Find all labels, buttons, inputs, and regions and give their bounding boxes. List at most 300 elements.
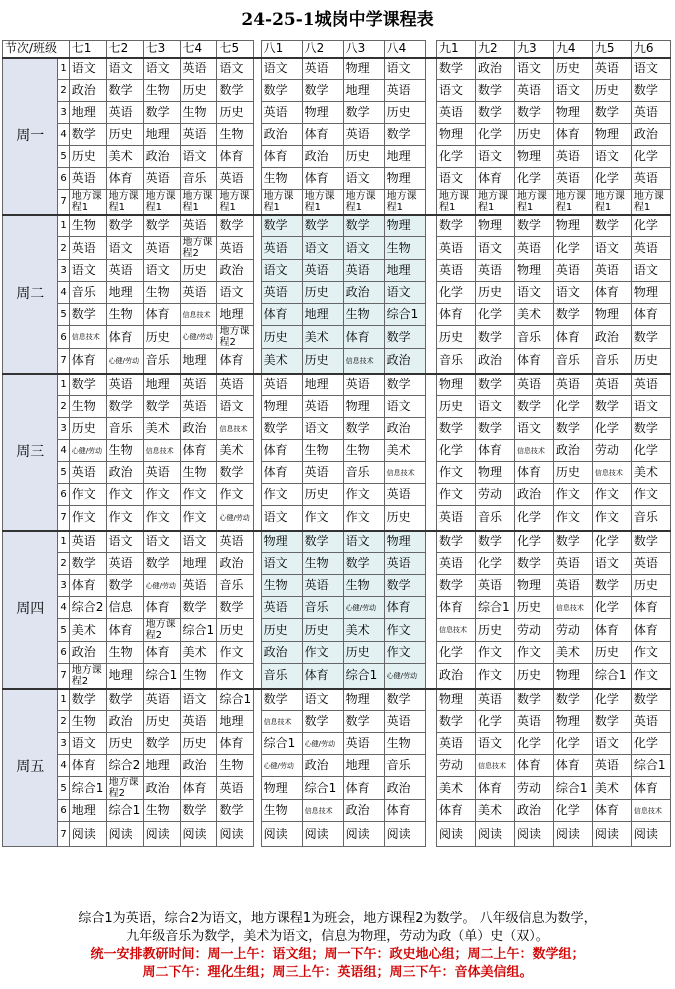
- lesson-cell: 生物: [302, 440, 343, 462]
- lesson-cell: 语文: [261, 58, 302, 80]
- lesson-cell: 数学: [69, 304, 106, 326]
- lesson-cell: 物理: [592, 124, 631, 146]
- group-gap: [425, 168, 436, 190]
- group-gap: [425, 124, 436, 146]
- lesson-cell: 英语: [217, 168, 254, 190]
- lesson-cell: 物理: [343, 58, 384, 80]
- lesson-cell: 英语: [69, 237, 106, 260]
- lesson-cell: 语文: [180, 689, 217, 711]
- group-gap: [425, 396, 436, 418]
- lesson-cell: 语文: [69, 733, 106, 755]
- lesson-cell: 数学: [106, 80, 143, 102]
- lesson-cell: 英语: [343, 374, 384, 396]
- lesson-cell: 语文: [384, 282, 425, 304]
- group-gap: [254, 124, 261, 146]
- lesson-cell: 作文: [180, 506, 217, 531]
- lesson-cell: 政治: [384, 349, 425, 374]
- class-header: 七4: [180, 41, 217, 58]
- lesson-cell: 英语: [69, 462, 106, 484]
- lesson-cell: 英语: [106, 260, 143, 282]
- lesson-cell: 语文: [436, 168, 475, 190]
- lesson-cell: 心健/劳动: [343, 597, 384, 619]
- lesson-cell: 数学: [343, 102, 384, 124]
- group-gap: [425, 462, 436, 484]
- lesson-cell: 数学: [69, 374, 106, 396]
- lesson-cell: 地方课程1: [217, 190, 254, 215]
- lesson-cell: 美术: [384, 440, 425, 462]
- lesson-cell: 政治: [217, 553, 254, 575]
- lesson-cell: 数学: [143, 102, 180, 124]
- group-gap: [254, 484, 261, 506]
- lesson-cell: 物理: [384, 531, 425, 553]
- lesson-cell: 心健/劳动: [106, 349, 143, 374]
- class-header: 九6: [631, 41, 670, 58]
- lesson-cell: 英语: [475, 260, 514, 282]
- group-gap: [254, 80, 261, 102]
- lesson-cell: 数学: [217, 597, 254, 619]
- lesson-cell: 体育: [343, 777, 384, 800]
- period-row: [3, 664, 671, 689]
- lesson-cell: 政治: [553, 440, 592, 462]
- period-row: [3, 124, 671, 146]
- lesson-cell: 作文: [384, 642, 425, 664]
- lesson-cell: 生物: [180, 664, 217, 689]
- lesson-cell: 语文: [106, 58, 143, 80]
- lesson-cell: 语文: [436, 80, 475, 102]
- lesson-cell: 数学: [343, 711, 384, 733]
- class-header: 七2: [106, 41, 143, 58]
- lesson-cell: 音乐: [592, 349, 631, 374]
- lesson-cell: 美术: [302, 326, 343, 349]
- lesson-cell: 作文: [631, 484, 670, 506]
- class-header: 八4: [384, 41, 425, 58]
- lesson-cell: 英语: [180, 374, 217, 396]
- lesson-cell: 物理: [553, 102, 592, 124]
- group-gap: [425, 506, 436, 531]
- day-label: 周五: [3, 689, 58, 847]
- group-gap: [425, 374, 436, 396]
- lesson-cell: 信息技术: [475, 755, 514, 777]
- lesson-cell: 语文: [217, 282, 254, 304]
- lesson-cell: 地理: [143, 374, 180, 396]
- lesson-cell: 阅读: [106, 822, 143, 847]
- lesson-cell: 英语: [143, 462, 180, 484]
- lesson-cell: 生物: [106, 304, 143, 326]
- period-row: [3, 689, 671, 711]
- lesson-cell: 数学: [553, 304, 592, 326]
- lesson-cell: 语文: [180, 146, 217, 168]
- lesson-cell: 英语: [592, 374, 631, 396]
- lesson-cell: 政治: [106, 462, 143, 484]
- lesson-cell: 英语: [217, 531, 254, 553]
- lesson-cell: 历史: [143, 326, 180, 349]
- group-gap: [425, 689, 436, 711]
- class-header: 八1: [261, 41, 302, 58]
- lesson-cell: 体育: [592, 800, 631, 822]
- lesson-cell: 政治: [261, 642, 302, 664]
- lesson-cell: 心健/劳动: [384, 664, 425, 689]
- lesson-cell: 体育: [343, 326, 384, 349]
- lesson-cell: 数学: [302, 80, 343, 102]
- lesson-cell: 数学: [143, 553, 180, 575]
- lesson-cell: 政治: [217, 260, 254, 282]
- lesson-cell: 化学: [592, 418, 631, 440]
- lesson-cell: 历史: [261, 619, 302, 642]
- lesson-cell: 心健/劳动: [217, 506, 254, 531]
- lesson-cell: 数学: [631, 531, 670, 553]
- lesson-cell: 政治: [514, 800, 553, 822]
- group-gap: [254, 689, 261, 711]
- lesson-cell: 阅读: [592, 822, 631, 847]
- lesson-cell: 数学: [180, 800, 217, 822]
- period-number: 7: [58, 190, 69, 215]
- lesson-cell: 生物: [180, 462, 217, 484]
- period-row: [3, 642, 671, 664]
- lesson-cell: 地理: [302, 374, 343, 396]
- lesson-cell: 数学: [302, 215, 343, 237]
- lesson-cell: 生物: [343, 304, 384, 326]
- lesson-cell: 劳动: [553, 619, 592, 642]
- lesson-cell: 地方课程1: [384, 190, 425, 215]
- lesson-cell: 物理: [436, 689, 475, 711]
- lesson-cell: 生物: [143, 282, 180, 304]
- lesson-cell: 美术: [343, 619, 384, 642]
- lesson-cell: 数学: [475, 418, 514, 440]
- class-header: 七3: [143, 41, 180, 58]
- lesson-cell: 劳动: [475, 484, 514, 506]
- lesson-cell: 体育: [106, 619, 143, 642]
- lesson-cell: 地方课程1: [261, 190, 302, 215]
- lesson-cell: 地理: [69, 102, 106, 124]
- lesson-cell: 综合1: [69, 777, 106, 800]
- lesson-cell: 阅读: [180, 822, 217, 847]
- lesson-cell: 生物: [261, 800, 302, 822]
- lesson-cell: 心健/劳动: [302, 733, 343, 755]
- group-gap: [254, 822, 261, 847]
- lesson-cell: 地理: [180, 553, 217, 575]
- lesson-cell: 数学: [592, 102, 631, 124]
- lesson-cell: 地理: [143, 755, 180, 777]
- lesson-cell: 语文: [514, 282, 553, 304]
- lesson-cell: 体育: [143, 304, 180, 326]
- lesson-cell: 阅读: [343, 822, 384, 847]
- lesson-cell: 数学: [217, 215, 254, 237]
- lesson-cell: 化学: [514, 168, 553, 190]
- lesson-cell: 英语: [384, 711, 425, 733]
- lesson-cell: 物理: [302, 102, 343, 124]
- lesson-cell: 数学: [143, 396, 180, 418]
- lesson-cell: 化学: [514, 733, 553, 755]
- group-gap: [425, 282, 436, 304]
- group-gap: [254, 664, 261, 689]
- lesson-cell: 化学: [436, 146, 475, 168]
- lesson-cell: 体育: [261, 440, 302, 462]
- lesson-cell: 物理: [475, 215, 514, 237]
- note-line-3: 统一安排教研时间：周一上午：语文组；周一下午：政史地心组；周二上午：数学组；: [90, 947, 585, 962]
- lesson-cell: 综合1: [143, 664, 180, 689]
- lesson-cell: 生物: [69, 396, 106, 418]
- lesson-cell: 物理: [553, 215, 592, 237]
- lesson-cell: 阅读: [436, 822, 475, 847]
- group-gap: [425, 41, 436, 58]
- lesson-cell: 物理: [384, 215, 425, 237]
- lesson-cell: 语文: [343, 531, 384, 553]
- lesson-cell: 作文: [475, 664, 514, 689]
- group-gap: [425, 531, 436, 553]
- group-gap: [425, 326, 436, 349]
- lesson-cell: 信息技术: [592, 462, 631, 484]
- lesson-cell: 政治: [343, 800, 384, 822]
- lesson-cell: 语文: [475, 146, 514, 168]
- period-number: 5: [58, 146, 69, 168]
- lesson-cell: 政治: [106, 711, 143, 733]
- lesson-cell: 心健/劳动: [69, 440, 106, 462]
- lesson-cell: 劳动: [592, 440, 631, 462]
- lesson-cell: 政治: [436, 664, 475, 689]
- lesson-cell: 劳动: [436, 755, 475, 777]
- lesson-cell: 作文: [261, 484, 302, 506]
- lesson-cell: 音乐: [69, 282, 106, 304]
- lesson-cell: 信息技术: [261, 711, 302, 733]
- lesson-cell: 数学: [553, 689, 592, 711]
- day-label: 周一: [3, 58, 58, 215]
- lesson-cell: 体育: [475, 168, 514, 190]
- group-gap: [425, 237, 436, 260]
- lesson-cell: 数学: [261, 689, 302, 711]
- lesson-cell: 地理: [384, 260, 425, 282]
- lesson-cell: 英语: [436, 506, 475, 531]
- lesson-cell: 历史: [384, 506, 425, 531]
- period-number: 4: [58, 282, 69, 304]
- lesson-cell: 地理: [106, 664, 143, 689]
- lesson-cell: 化学: [475, 124, 514, 146]
- lesson-cell: 音乐: [217, 575, 254, 597]
- lesson-cell: 数学: [106, 689, 143, 711]
- lesson-cell: 美术: [69, 619, 106, 642]
- lesson-cell: 英语: [69, 531, 106, 553]
- lesson-cell: 美术: [217, 440, 254, 462]
- lesson-cell: 历史: [631, 349, 670, 374]
- lesson-cell: 作文: [436, 484, 475, 506]
- lesson-cell: 物理: [436, 124, 475, 146]
- lesson-cell: 数学: [631, 418, 670, 440]
- group-gap: [425, 575, 436, 597]
- lesson-cell: 物理: [384, 168, 425, 190]
- lesson-cell: 物理: [475, 462, 514, 484]
- lesson-cell: 地方课程1: [106, 190, 143, 215]
- period-number: 5: [58, 462, 69, 484]
- lesson-cell: 体育: [143, 642, 180, 664]
- lesson-cell: 综合2: [69, 597, 106, 619]
- period-row: [3, 462, 671, 484]
- period-number: 7: [58, 664, 69, 689]
- lesson-cell: 历史: [180, 80, 217, 102]
- lesson-cell: 地理: [143, 124, 180, 146]
- lesson-cell: 地方课程1: [436, 190, 475, 215]
- lesson-cell: 数学: [475, 102, 514, 124]
- lesson-cell: 生物: [343, 575, 384, 597]
- lesson-cell: 美术: [592, 777, 631, 800]
- lesson-cell: 语文: [384, 396, 425, 418]
- lesson-cell: 政治: [180, 755, 217, 777]
- period-number: 7: [58, 506, 69, 531]
- lesson-cell: 历史: [106, 124, 143, 146]
- lesson-cell: 语文: [592, 146, 631, 168]
- lesson-cell: 数学: [217, 800, 254, 822]
- lesson-cell: 心健/劳动: [143, 575, 180, 597]
- lesson-cell: 历史: [343, 146, 384, 168]
- lesson-cell: 英语: [384, 80, 425, 102]
- group-gap: [425, 777, 436, 800]
- lesson-cell: 体育: [592, 619, 631, 642]
- class-header: 八2: [302, 41, 343, 58]
- period-row: [3, 619, 671, 642]
- lesson-cell: 物理: [592, 304, 631, 326]
- lesson-cell: 英语: [180, 396, 217, 418]
- lesson-cell: 综合1: [106, 800, 143, 822]
- lesson-cell: 数学: [436, 58, 475, 80]
- lesson-cell: 数学: [302, 711, 343, 733]
- lesson-cell: 英语: [180, 215, 217, 237]
- lesson-cell: 劳动: [514, 619, 553, 642]
- lesson-cell: 英语: [436, 260, 475, 282]
- lesson-cell: 语文: [343, 168, 384, 190]
- lesson-cell: 地理: [69, 800, 106, 822]
- lesson-cell: 英语: [553, 146, 592, 168]
- period-row: [3, 755, 671, 777]
- lesson-cell: 地理: [343, 80, 384, 102]
- group-gap: [254, 102, 261, 124]
- lesson-cell: 语文: [217, 396, 254, 418]
- lesson-cell: 英语: [217, 777, 254, 800]
- lesson-cell: 英语: [143, 237, 180, 260]
- lesson-cell: 阅读: [631, 822, 670, 847]
- period-number: 7: [58, 349, 69, 374]
- lesson-cell: 体育: [69, 575, 106, 597]
- lesson-cell: 体育: [106, 168, 143, 190]
- lesson-cell: 英语: [553, 553, 592, 575]
- period-number: 5: [58, 777, 69, 800]
- lesson-cell: 政治: [475, 58, 514, 80]
- lesson-cell: 英语: [106, 374, 143, 396]
- lesson-cell: 英语: [302, 58, 343, 80]
- lesson-cell: 体育: [302, 664, 343, 689]
- lesson-cell: 英语: [384, 553, 425, 575]
- lesson-cell: 音乐: [553, 349, 592, 374]
- lesson-cell: 物理: [514, 260, 553, 282]
- lesson-cell: 语文: [631, 260, 670, 282]
- period-number: 2: [58, 396, 69, 418]
- lesson-cell: 语文: [553, 80, 592, 102]
- period-number: 3: [58, 102, 69, 124]
- lesson-cell: 化学: [592, 689, 631, 711]
- lesson-cell: 历史: [514, 124, 553, 146]
- lesson-cell: 音乐: [384, 755, 425, 777]
- lesson-cell: 体育: [180, 777, 217, 800]
- lesson-cell: 作文: [592, 484, 631, 506]
- lesson-cell: 综合1: [631, 755, 670, 777]
- group-gap: [425, 711, 436, 733]
- lesson-cell: 英语: [302, 260, 343, 282]
- note-line-2: 九年级音乐为数学，美术为语文，信息为物理，劳动为政（单）史（双）。: [126, 929, 549, 944]
- group-gap: [425, 440, 436, 462]
- lesson-cell: 体育: [514, 462, 553, 484]
- lesson-cell: 语文: [384, 58, 425, 80]
- period-row: [3, 800, 671, 822]
- period-row: [3, 711, 671, 733]
- lesson-cell: 生物: [384, 237, 425, 260]
- lesson-cell: 体育: [436, 800, 475, 822]
- lesson-cell: 语文: [143, 260, 180, 282]
- lesson-cell: 数学: [69, 689, 106, 711]
- lesson-cell: 美术: [631, 462, 670, 484]
- lesson-cell: 地理: [217, 304, 254, 326]
- lesson-cell: 作文: [106, 506, 143, 531]
- lesson-cell: 历史: [302, 349, 343, 374]
- group-gap: [254, 260, 261, 282]
- lesson-cell: 历史: [302, 619, 343, 642]
- lesson-cell: 英语: [592, 260, 631, 282]
- lesson-cell: 作文: [436, 462, 475, 484]
- lesson-cell: 英语: [69, 168, 106, 190]
- lesson-cell: 英语: [261, 597, 302, 619]
- lesson-cell: 体育: [217, 349, 254, 374]
- lesson-cell: 英语: [553, 168, 592, 190]
- lesson-cell: 数学: [514, 396, 553, 418]
- lesson-cell: 历史: [436, 326, 475, 349]
- lesson-cell: 政治: [302, 755, 343, 777]
- group-gap: [425, 190, 436, 215]
- lesson-cell: 体育: [553, 755, 592, 777]
- lesson-cell: 作文: [143, 506, 180, 531]
- lesson-cell: 历史: [261, 326, 302, 349]
- lesson-cell: 物理: [553, 711, 592, 733]
- lesson-cell: 体育: [592, 282, 631, 304]
- lesson-cell: 地方课程2: [143, 619, 180, 642]
- lesson-cell: 英语: [514, 711, 553, 733]
- period-row: [3, 553, 671, 575]
- lesson-cell: 政治: [592, 326, 631, 349]
- period-number: 5: [58, 304, 69, 326]
- lesson-cell: 历史: [217, 102, 254, 124]
- lesson-cell: 作文: [553, 484, 592, 506]
- lesson-cell: 语文: [343, 237, 384, 260]
- lesson-cell: 劳动: [514, 777, 553, 800]
- period-row: [3, 102, 671, 124]
- lesson-cell: 语文: [514, 418, 553, 440]
- lesson-cell: 化学: [514, 506, 553, 531]
- lesson-cell: 数学: [343, 553, 384, 575]
- class-header: 七5: [217, 41, 254, 58]
- lesson-cell: 作文: [69, 506, 106, 531]
- lesson-cell: 政治: [302, 146, 343, 168]
- period-row: [3, 260, 671, 282]
- lesson-cell: 英语: [384, 484, 425, 506]
- lesson-cell: 作文: [143, 484, 180, 506]
- lesson-cell: 政治: [384, 418, 425, 440]
- lesson-cell: 体育: [69, 755, 106, 777]
- lesson-cell: 历史: [343, 642, 384, 664]
- group-gap: [425, 755, 436, 777]
- lesson-cell: 数学: [384, 124, 425, 146]
- lesson-cell: 信息技术: [553, 597, 592, 619]
- period-number: 1: [58, 374, 69, 396]
- period-number: 6: [58, 326, 69, 349]
- lesson-cell: 化学: [592, 531, 631, 553]
- lesson-cell: 英语: [106, 102, 143, 124]
- group-gap: [254, 800, 261, 822]
- lesson-cell: 数学: [384, 689, 425, 711]
